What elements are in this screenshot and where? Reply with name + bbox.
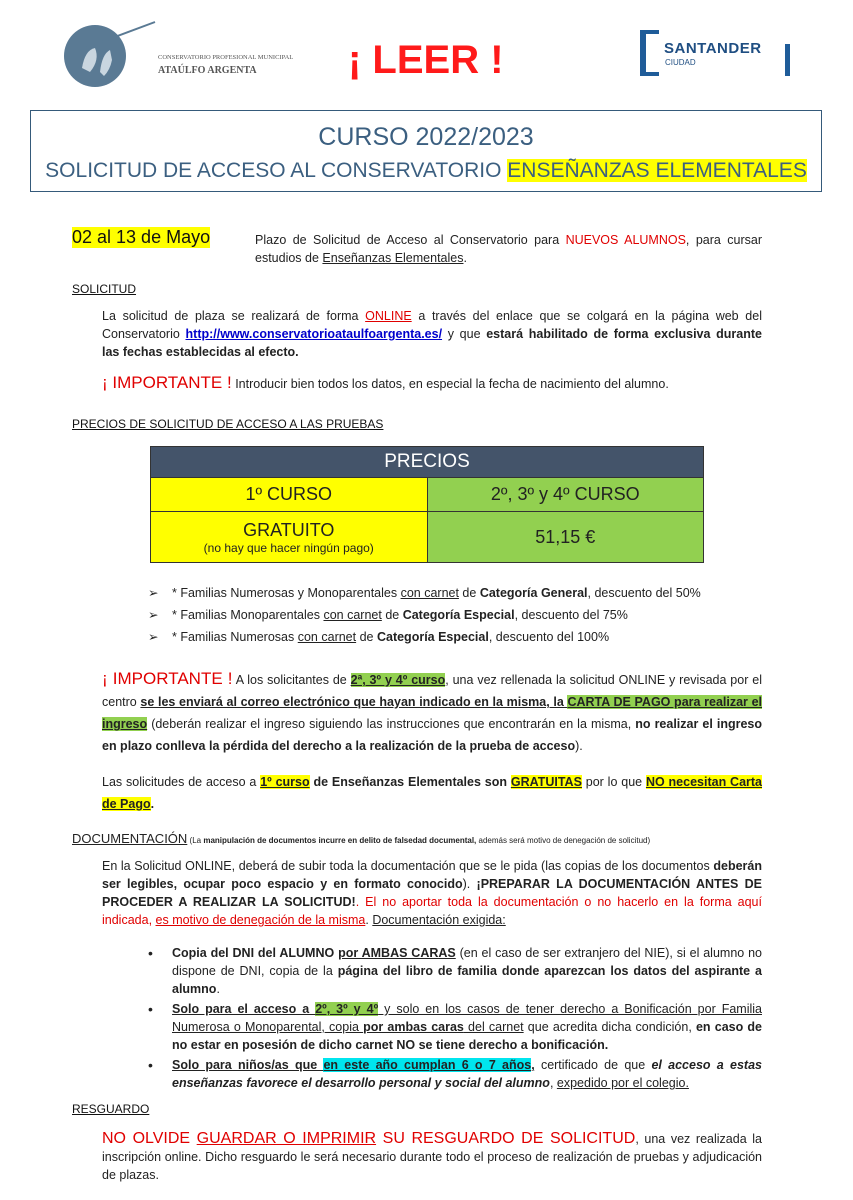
deadline-text <box>255 231 762 267</box>
di2a: Solo para niños/as que <box>172 1058 324 1072</box>
doc-pf: es motivo de denegación de la misma <box>155 913 366 927</box>
i2e: CARTA DE PAGO para realizar el ingreso <box>102 695 763 731</box>
i2b: 2ª, 3º y 4º curso <box>350 673 446 687</box>
doc-item <box>146 1056 762 1092</box>
solicitud-p1: La solicitud de plaza se realizará de forma <box>102 309 366 323</box>
g-f: NO necesitan Carta de Pago <box>102 775 763 811</box>
d1c: de <box>381 608 403 622</box>
prices-table-title: PRECIOS <box>151 447 704 478</box>
important-2-title: ¡ IMPORTANTE ! <box>102 669 233 688</box>
d0b: con carnet <box>400 586 459 600</box>
doc-item <box>146 944 762 998</box>
prices-val1-note: (no hay que hacer ningún pago) <box>203 540 374 555</box>
d2d: Categoría Especial <box>376 630 489 644</box>
deadline-t2: NUEVOS ALUMNOS <box>565 233 686 247</box>
solicitud-text <box>102 307 762 361</box>
subtitle-b: ENSEÑANZAS ELEMENTALES <box>507 159 807 182</box>
doc-pb: deberán ser legibles, ocupar poco espacio y en formato conocido <box>102 859 762 891</box>
solicitud-p4: estará habilitado de forma exclusiva durante las fechas establecidas al efecto. <box>102 327 762 359</box>
di1e: por ambas caras <box>363 1020 464 1034</box>
g-b: 1º curso <box>260 775 310 789</box>
deadline-date: 02 al 13 de Mayo <box>72 227 211 247</box>
deadline-t3: , para cursar estudios de <box>255 233 762 265</box>
prices-val1 <box>151 512 428 563</box>
prices-table <box>150 446 704 563</box>
documentation-list <box>146 944 762 1094</box>
di1c: y solo en los casos de tener derecho a Bonificación por Familia Numerosa o Monoparental, <box>172 1002 762 1034</box>
course-title: CURSO 2022/2023 <box>318 123 534 151</box>
prices-val1-main: GRATUITO <box>243 519 335 540</box>
d2a: * Familias Numerosas <box>172 630 298 644</box>
doc-pc: ). <box>462 877 477 891</box>
important-1-text: Introducir bien todos los datos, en especial la fecha de nacimiento del alumno. <box>231 377 669 391</box>
solicitud-label: SOLICITUD <box>72 282 137 296</box>
solicitud-p2: a través del enlace que se colgará en la página web del Conservatorio <box>102 309 762 341</box>
di0a: Copia del DNI del ALUMNO <box>172 946 339 960</box>
doc-note-a: (La <box>187 836 204 845</box>
santander-logo <box>640 30 795 80</box>
r-c: SU RESGUARDO DE SOLICITUD <box>376 1130 636 1147</box>
i2h: ). <box>575 739 583 753</box>
santander-stripe-1 <box>646 30 659 34</box>
r-a: NO OLVIDE <box>102 1130 197 1147</box>
di1h: en caso de no estar en posesión de dicho carnet NO se tiene derecho a bonificación. <box>172 1020 762 1052</box>
precios-label: PRECIOS DE SOLICITUD DE ACCESO A LAS PRUEBAS <box>72 417 384 431</box>
important-1 <box>102 373 669 393</box>
conservatory-logo <box>60 20 320 90</box>
important-2 <box>102 668 762 757</box>
discount-item <box>148 626 768 648</box>
documentacion-text <box>102 857 762 929</box>
santander-name: SANTANDER <box>664 40 762 57</box>
d0d: Categoría General <box>479 586 588 600</box>
di0c: (en el caso de ser extranjero del NIE), si el alumno no dispone de DNI, copia de la <box>172 946 762 978</box>
santander-sub: CIUDAD <box>665 58 696 67</box>
di2b: en este año cumplan 6 o 7 años <box>323 1058 532 1072</box>
i2f: (deberán realizar el ingreso siguiendo las instrucciones que encontrarán en la misma, <box>147 717 636 731</box>
arrow-bullet-icon: ➢ <box>148 608 159 622</box>
doc-note-c: además será motivo de denegación de solicitud) <box>476 836 651 845</box>
logo-line1: CONSERVATORIO PROFESIONAL MUNICIPAL <box>158 54 294 61</box>
arrow-bullet-icon: ➢ <box>148 630 159 644</box>
doc-pg: . <box>365 913 373 927</box>
documentacion-label: DOCUMENTACIÓN <box>72 831 188 846</box>
d0a: * Familias Numerosas y Monoparentales <box>172 586 401 600</box>
documentacion-heading <box>72 830 650 848</box>
di1a: Solo para el acceso a <box>172 1002 316 1016</box>
d2c: de <box>356 630 377 644</box>
conservatory-link[interactable]: http://www.conservatorioataulfoargenta.es/ <box>185 327 443 341</box>
d0c: de <box>458 586 480 600</box>
g-a: Las solicitudes de acceso a <box>102 775 261 789</box>
santander-bracket-right <box>785 44 790 76</box>
deadline-t5: . <box>463 251 467 265</box>
i2a: A los solicitantes de <box>232 673 351 687</box>
di2c: , <box>531 1058 535 1072</box>
subtitle-a: SOLICITUD DE ACCESO AL CONSERVATORIO <box>45 159 508 182</box>
doc-note-b: manipulación de documentos incurre en delito de falsedad documental, <box>203 836 477 845</box>
prices-val2: 51,15 € <box>427 512 704 563</box>
gratuitas-text <box>102 771 762 815</box>
i2d: se les enviará al correo electrónico que hayan indicado en la misma, la <box>140 695 568 709</box>
resguardo-label: RESGUARDO <box>72 1102 150 1116</box>
i2c: , una vez rellenada la solicitud ONLINE y revisada por el centro <box>102 673 762 709</box>
di2f: , <box>549 1076 557 1090</box>
santander-bracket-left <box>640 30 646 76</box>
g-e: por lo que <box>581 775 646 789</box>
g-d: GRATUITAS <box>510 775 582 789</box>
doc-ph: Documentación exigida: <box>372 913 506 927</box>
di0d: página del libro de familia donde aparezcan los datos del aspirante a alumno <box>172 964 762 996</box>
discount-list <box>148 582 768 648</box>
bullet-icon: • <box>148 1057 153 1073</box>
di1b: 2º, 3º y 4º <box>315 1002 379 1016</box>
deadline-t4: Enseñanzas Elementales <box>322 251 464 265</box>
bullet-icon: • <box>148 1001 153 1017</box>
di1d: copia <box>324 1020 364 1034</box>
solicitud-p3: y que <box>442 327 487 341</box>
di0e: . <box>216 982 220 996</box>
d2e: , descuento del 100% <box>488 630 610 644</box>
doc-item <box>146 1000 762 1054</box>
course-header-box <box>30 110 822 192</box>
d0e: , descuento del 50% <box>587 586 701 600</box>
deadline-t1: Plazo de Solicitud de Acceso al Conservatorio para <box>255 233 566 247</box>
di2e: el acceso a estas enseñanzas favorece el desarrollo personal y social del alumno <box>172 1058 762 1090</box>
d1b: con carnet <box>323 608 382 622</box>
r-d: , una vez realizada la inscripción online. Dicho resguardo le será necesario durante todo el proceso de realización de pruebas y adjudicación de plazas. <box>102 1132 762 1182</box>
di1f: del carnet <box>463 1020 524 1034</box>
alert-title: ¡ LEER ! <box>348 38 504 82</box>
resguardo-text <box>102 1130 762 1184</box>
important-1-title: ¡ IMPORTANTE ! <box>102 373 232 392</box>
di2d: certificado de que <box>534 1058 652 1072</box>
g-c: de Enseñanzas Elementales son <box>309 775 511 789</box>
solicitud-online: ONLINE <box>365 309 412 323</box>
d2b: con carnet <box>297 630 357 644</box>
i2g: no realizar el ingreso en plazo conlleva la pérdida del derecho a la realización de la prueba de acceso <box>102 717 762 753</box>
r-b: GUARDAR O IMPRIMIR <box>196 1130 377 1147</box>
prices-col1: 1º CURSO <box>151 478 428 512</box>
course-subtitle <box>31 159 821 183</box>
discount-item <box>148 604 768 626</box>
prices-col2: 2º, 3º y 4º CURSO <box>427 478 704 512</box>
discount-item <box>148 582 768 604</box>
d1a: * Familias Monoparentales <box>172 608 324 622</box>
di0b: por AMBAS CARAS <box>338 946 456 960</box>
conductor-hands-icon <box>60 20 160 90</box>
arrow-bullet-icon: ➢ <box>148 586 159 600</box>
di1g: que acredita dicha condición, <box>523 1020 696 1034</box>
doc-pe: . El no aportar toda la documentación o no hacerlo en la forma aquí indicada, <box>102 895 762 927</box>
doc-pa: En la Solicitud ONLINE, deberá de subir toda la documentación que se le pida (las copias de los documentos <box>102 859 714 873</box>
bullet-icon: • <box>148 945 153 961</box>
d1d: Categoría Especial <box>402 608 515 622</box>
di2g: expedido por el colegio. <box>556 1076 689 1090</box>
doc-pd: ¡PREPARAR LA DOCUMENTACIÓN ANTES DE PROCEDER A REALIZAR LA SOLICITUD! <box>102 877 763 909</box>
g-g: . <box>150 797 155 811</box>
d1e: , descuento del 75% <box>514 608 628 622</box>
logo-line2: ATAÚLFO ARGENTA <box>158 65 257 76</box>
santander-stripe-2 <box>646 72 659 76</box>
